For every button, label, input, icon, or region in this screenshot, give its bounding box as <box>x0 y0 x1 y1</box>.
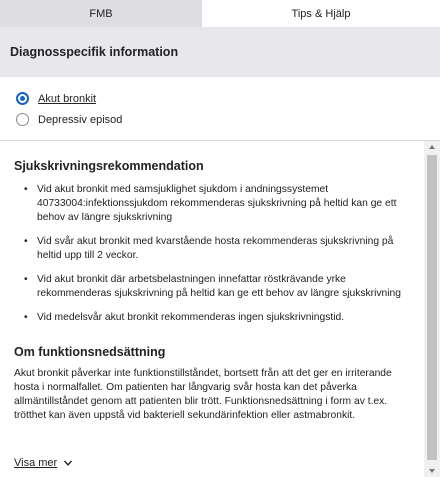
show-more-label[interactable]: Visa mer <box>14 457 58 469</box>
list-item: • Vid svår akut bronkit med kvarstående hosta rekommenderas sjukskrivning på heltid upp till 2 veckor. <box>24 235 414 263</box>
recommendation-list <box>14 183 414 325</box>
radio-button-checked[interactable] <box>16 92 29 105</box>
diagnosis-option-label[interactable]: Akut bronkit <box>38 92 97 105</box>
scrollbar-thumb[interactable] <box>427 155 437 460</box>
chevron-down-icon <box>63 458 73 468</box>
diagnosis-radio-group <box>16 88 122 130</box>
diagnosis-option-depressiv-episod[interactable] <box>16 109 122 130</box>
section-title: Diagnosspecifik information <box>10 45 179 59</box>
scrollbar[interactable] <box>424 141 440 477</box>
list-item: • Vid akut bronkit där arbetsbelastningen innefattar röstkrävande yrke rekommenderas sjukskrivning på heltid kan ge ett behov av längre sjukskrivning <box>24 273 414 301</box>
list-item: • Vid medelsvår akut bronkit rekommenderas ingen sjukskrivningstid. <box>24 311 414 325</box>
tab-fmb[interactable]: FMB <box>0 0 202 27</box>
scroll-up-arrow-icon[interactable] <box>424 141 440 153</box>
tab-bar <box>0 0 440 27</box>
section-header <box>0 27 440 77</box>
impairment-text: Akut bronkit påverkar inte funktionstillståndet, bortsett från att det ger en irriterande hosta i normalfallet. Om patienten har långvarig svår hosta kan det påverka allmäntillståndet genom att patienten blir trött. Funktionsnedsättning i form av t.ex. trötthet kan även uppstå vid bakteriell sekundärinfektion eller astmabronkit. <box>14 368 392 421</box>
recommendation-title: Sjukskrivningsrekommendation <box>14 159 204 173</box>
show-more-link[interactable] <box>14 457 73 469</box>
list-item: • Vid akut bronkit med samsjuklighet sjukdom i andningssystemet 40733004:infektionssjukdom rekommenderas sjukskrivning på heltid kan ge ett behov av längre sjukskrivning <box>24 183 414 225</box>
tab-tips-help[interactable]: Tips & Hjälp <box>202 0 440 27</box>
diagnosis-option-label[interactable]: Depressiv episod <box>38 113 123 126</box>
radio-button[interactable] <box>16 113 29 126</box>
diagnosis-option-akut-bronkit[interactable] <box>16 88 122 109</box>
scroll-down-arrow-icon[interactable] <box>424 465 440 477</box>
info-content <box>0 141 424 457</box>
impairment-title: Om funktionsnedsättning <box>14 345 166 359</box>
